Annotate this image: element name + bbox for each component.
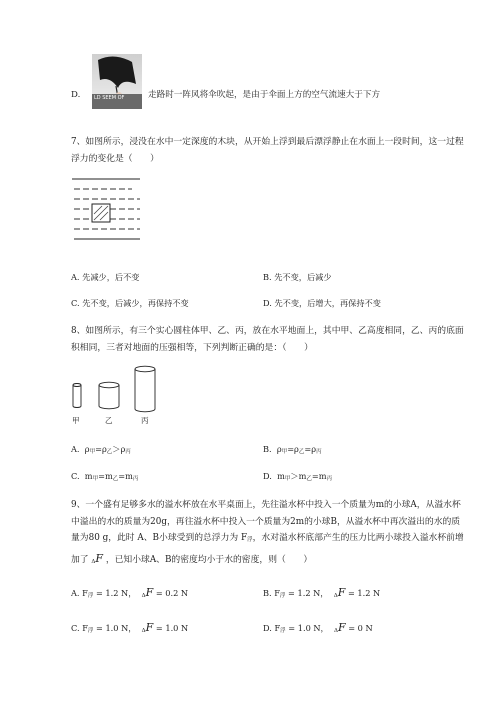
q7-line-1: 7、如图所示，浸没在水中一定深度的木块，从开始上浮到最后漂浮静止在水面上一段时间，这一过程 [71, 137, 464, 147]
q9-stem [71, 497, 481, 570]
q8-stem [71, 323, 471, 356]
q6-option-d-text: 走路时一阵风将伞吹起，是由于伞面上方的空气流速大于下方 [148, 90, 381, 100]
q9-line-3: 量为80 g，此时 A、B小球受到的总浮力为 F浮，水对溢水杯底部产生的压力比两小球投入溢水杯前增 [71, 533, 464, 543]
q8-option-d[interactable]: D. m甲＞m乙=m丙 [263, 471, 332, 482]
option-text: 先不变，后减少，再保持不变 [82, 298, 189, 308]
option-label: D. [263, 298, 272, 308]
q9-line-2: 中溢出的水的质量为20g，再往溢水杯中投入一个质量为2m的小球B，从溢水杯中再次溢出的水的质 [71, 516, 461, 527]
umbrella-photo [92, 54, 142, 109]
q8-line-1: 8、如图所示，有三个实心圆柱体甲、乙、丙，放在水平地面上，其中甲、乙高度相同，乙、丙的底面 [71, 326, 464, 336]
option-label: C. [71, 298, 80, 308]
q7-option-d[interactable] [263, 297, 381, 309]
photo-sign-text: LD SEEM OF [94, 95, 125, 101]
option-text: 先减少，后不变 [82, 272, 140, 282]
q7-option-c[interactable] [71, 297, 189, 309]
q9-option-c[interactable]: C. F浮 = 1.0 N， ΔF = 1.0 N [71, 621, 189, 634]
q6-option-d-label: D. [71, 90, 81, 100]
q7-stem [71, 134, 471, 167]
q7-option-a[interactable] [71, 271, 139, 283]
q8-figure [68, 364, 163, 416]
q8-option-a[interactable]: A. ρ甲=ρ乙＞ρ丙 [71, 444, 131, 455]
option-label: B. [263, 272, 272, 282]
q9-option-b[interactable]: B. F浮 = 1.2 N， ΔF = 1.2 N [263, 586, 381, 599]
q9-option-a[interactable]: A. F浮 = 1.2 N， ΔF = 0.2 N [71, 586, 189, 599]
q8-label-jia: 甲 [72, 416, 80, 425]
option-label: A. [71, 272, 80, 282]
q7-option-b[interactable] [263, 271, 332, 283]
q8-label-yi: 乙 [105, 416, 113, 425]
q8-option-c[interactable]: C. m甲=m乙=m丙 [71, 471, 139, 482]
q7-figure [70, 176, 145, 246]
q9-option-d[interactable]: D. F浮 = 1.0 N， ΔF = 0 N [263, 621, 373, 634]
q7-line-2: 浮力的变化是（ ） [71, 153, 159, 164]
q8-line-2: 积相同，三者对地面的压强相等，下列判断正确的是：（ ） [71, 342, 313, 353]
option-text: 先不变，后增大，再保持不变 [274, 298, 381, 308]
option-text: 先不变，后减少 [274, 272, 332, 282]
q9-line-1: 9、一个盛有足够多水的溢水杯放在水平桌面上，先往溢水杯中投入一个质量为m的小球A，从溢水杯 [71, 500, 461, 510]
q8-label-bing: 丙 [141, 416, 149, 425]
q9-line-4: 加了 ΔF ，已知小球A、B的密度均小于水的密度，则（ ） [71, 551, 313, 565]
q8-option-b[interactable]: B. ρ甲=ρ乙=ρ丙 [263, 444, 322, 455]
